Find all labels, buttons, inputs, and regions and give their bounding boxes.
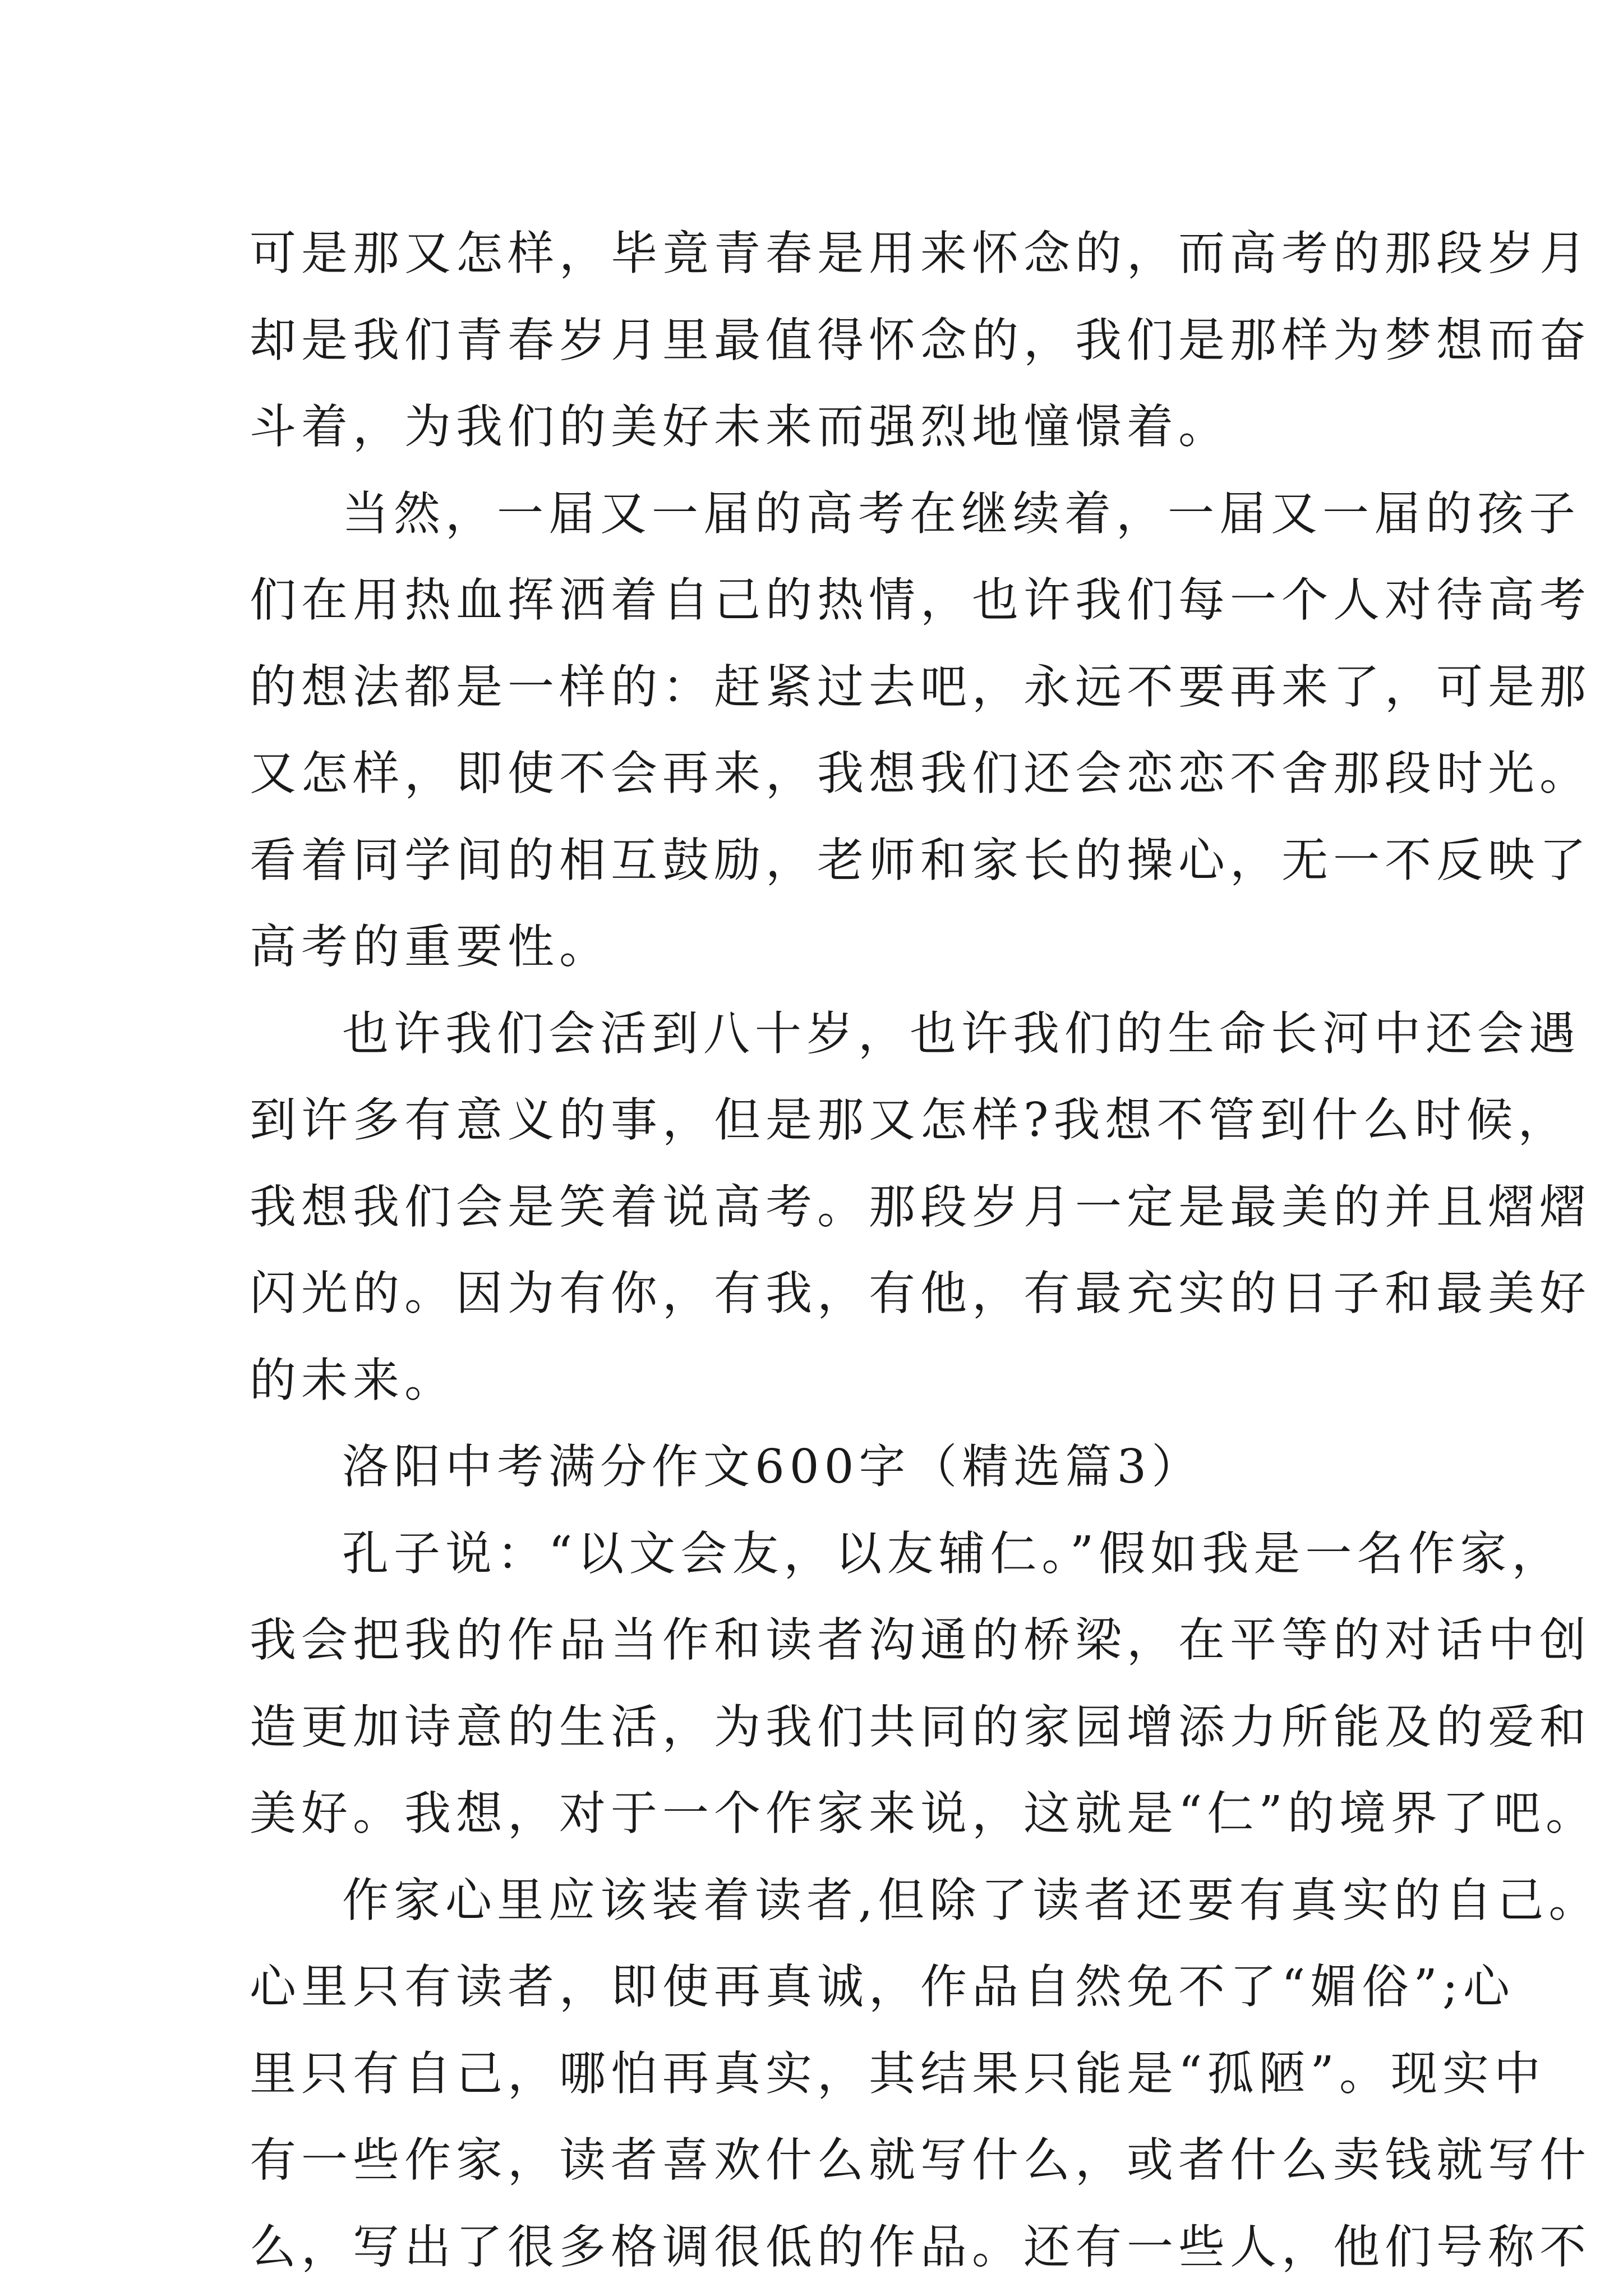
text-line: 的未来。 — [250, 1352, 456, 1407]
text-line: 闪光的。因为有你，有我，有他，有最充实的日子和最美好 — [250, 1266, 1591, 1320]
text-line: 斗着，为我们的美好未来而强烈地憧憬着。 — [250, 399, 1230, 454]
text-line: 们在用热血挥洒着自己的热情，也许我们每一个人对待高考 — [250, 573, 1591, 627]
text-line: 的想法都是一样的：赶紧过去吧，永远不要再来了，可是那 — [250, 659, 1591, 714]
text-line: 当然，一届又一届的高考在继续着，一届又一届的孩子 — [342, 486, 1580, 541]
text-line: 有一些作家，读者喜欢什么就写什么，或者什么卖钱就写什 — [250, 2133, 1591, 2187]
text-line: 我会把我的作品当作和读者沟通的桥梁，在平等的对话中创 — [250, 1613, 1591, 1667]
text-line: 孔子说：“以文会友，以友辅仁。”假如我是一名作家， — [342, 1526, 1564, 1581]
text-line: 心里只有读者，即使再真诚，作品自然免不了“媚俗”;心 — [250, 1959, 1515, 2014]
text-line: 看着同学间的相互鼓励，老师和家长的操心，无一不反映了 — [250, 832, 1591, 887]
section-heading: 洛阳中考满分作文600字（精选篇3） — [342, 1439, 1204, 1494]
text-line: 造更加诗意的生活，为我们共同的家园增添力所能及的爱和 — [250, 1699, 1591, 1754]
text-line: 高考的重要性。 — [250, 919, 611, 974]
body-text — [250, 210, 1601, 2290]
text-line: 也许我们会活到八十岁，也许我们的生命长河中还会遇 — [342, 1006, 1580, 1061]
text-line: 里只有自己，哪怕再真实，其结果只能是“孤陋”。现实中 — [250, 2046, 1546, 2101]
text-line: 可是那又怎样，毕竟青春是用来怀念的，而高考的那段岁月 — [250, 226, 1591, 280]
text-line: 却是我们青春岁月里最值得怀念的，我们是那样为梦想而奋 — [250, 312, 1591, 367]
text-line: 到许多有意义的事，但是那又怎样?我想不管到什么时候， — [250, 1093, 1570, 1147]
text-line: 又怎样，即使不会再来，我想我们还会恋恋不舍那段时光。 — [250, 746, 1591, 800]
text-line: 作家心里应该装着读者,但除了读者还要有真实的自己。 — [342, 1872, 1601, 1927]
text-line: 么，写出了很多格调很低的作品。还有一些人，他们号称不 — [250, 2219, 1591, 2274]
text-line: 我想我们会是笑着说高考。那段岁月一定是最美的并且熠熠 — [250, 1179, 1591, 1234]
text-line: 美好。我想，对于一个作家来说，这就是“仁”的境界了吧。 — [250, 1786, 1597, 1841]
